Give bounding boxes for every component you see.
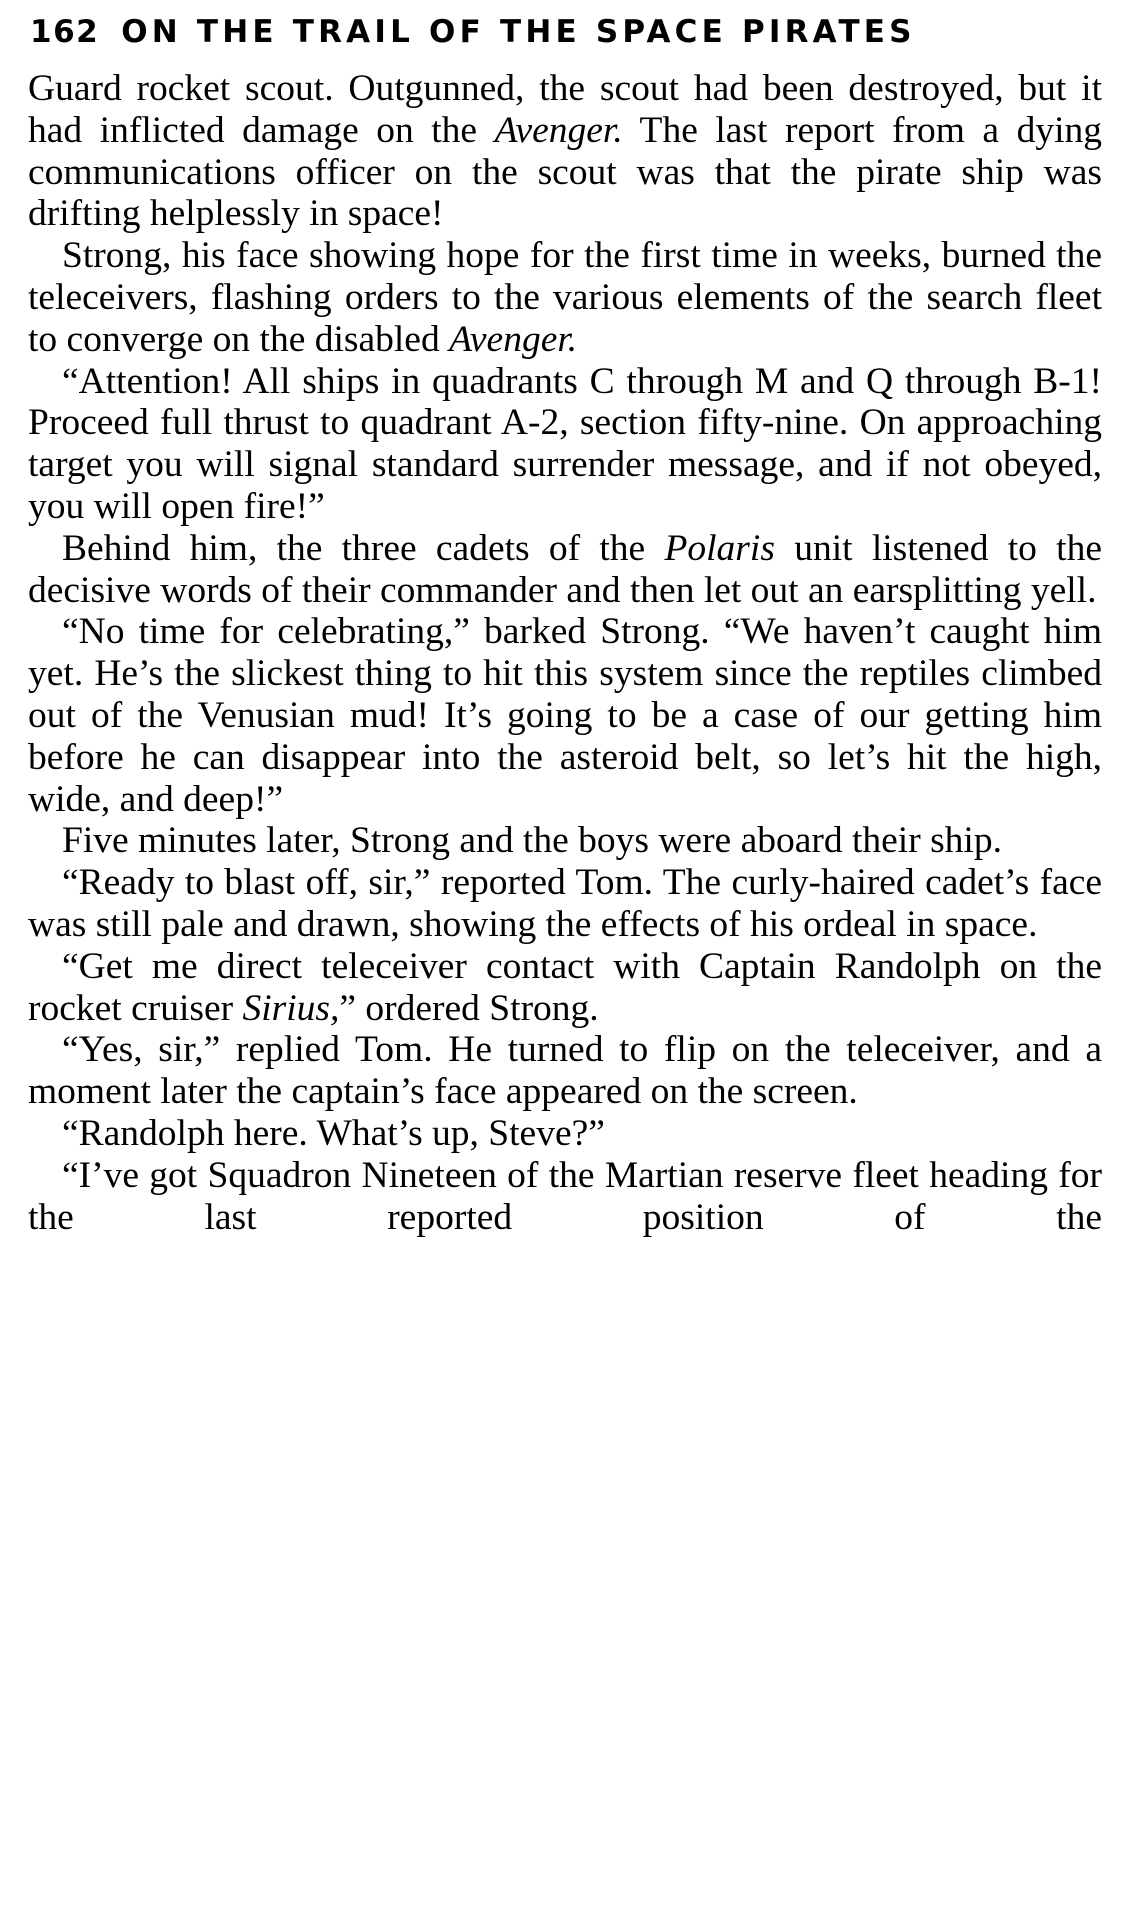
italic-title: Avenger. — [449, 318, 578, 360]
italic-title: Avenger. — [494, 109, 623, 151]
italic-title: Polaris — [664, 527, 775, 569]
paragraph-1: Guard rocket scout. Outgunned, the scout had been destroyed, but it had inflicted damage on the Avenger. The last report from a dying communications officer on the scout was that the pirate ship was drifting helplessly in space! — [28, 68, 1102, 235]
paragraph-11: “I’ve got Squadron Nineteen of the Martian reserve fleet heading for the last reported position of the — [28, 1154, 1102, 1238]
paragraph-9: “Yes, sir,” replied Tom. He turned to flip on the teleceiver, and a moment later the captain’s face appeared on the screen. — [28, 1029, 1102, 1113]
italic-title: Sirius, — [242, 987, 340, 1029]
paragraph-8: “Get me direct teleceiver contact with Captain Randolph on the rocket cruiser Sirius,” ordered Strong. — [28, 945, 1102, 1029]
paragraph-3: “Attention! All ships in quadrants C through M and Q through B-1! Proceed full thrust to quadrant A-2, section fifty-nine. On approaching target you will signal standard surrender message, and if not obeyed, you will open fire!” — [28, 360, 1102, 527]
paragraph-6: Five minutes later, Strong and the boys were aboard their ship. — [62, 820, 1002, 862]
paragraph-5: “No time for celebrating,” barked Strong. “We haven’t caught him yet. He’s the slickest thing to hit this system since the reptiles climbed out of the Venusian mud! It’s going to be a case of our getting him before he can disappear into the asteroid belt, so let’s hit the high, wide, and deep!” — [28, 611, 1102, 820]
page-body — [28, 68, 1102, 1280]
running-head — [30, 14, 1102, 50]
page-number: 162 — [30, 14, 100, 50]
paragraph-2: Strong, his face showing hope for the first time in weeks, burned the teleceivers, flashing orders to the various elements of the search fleet to converge on the disabled Avenger. — [28, 235, 1102, 360]
paragraph-10: “Randolph here. What’s up, Steve?” — [62, 1112, 605, 1154]
paragraph-7: “Ready to blast off, sir,” reported Tom. The curly-haired cadet’s face was still pale and drawn, showing the effects of his ordeal in space. — [28, 862, 1102, 945]
running-head-title: ON THE TRAIL OF THE SPACE PIRATES — [121, 14, 916, 50]
paragraph-4: Behind him, the three cadets of the Polaris unit listened to the decisive words of their commander and then let out an earsplitting yell. — [28, 527, 1102, 611]
